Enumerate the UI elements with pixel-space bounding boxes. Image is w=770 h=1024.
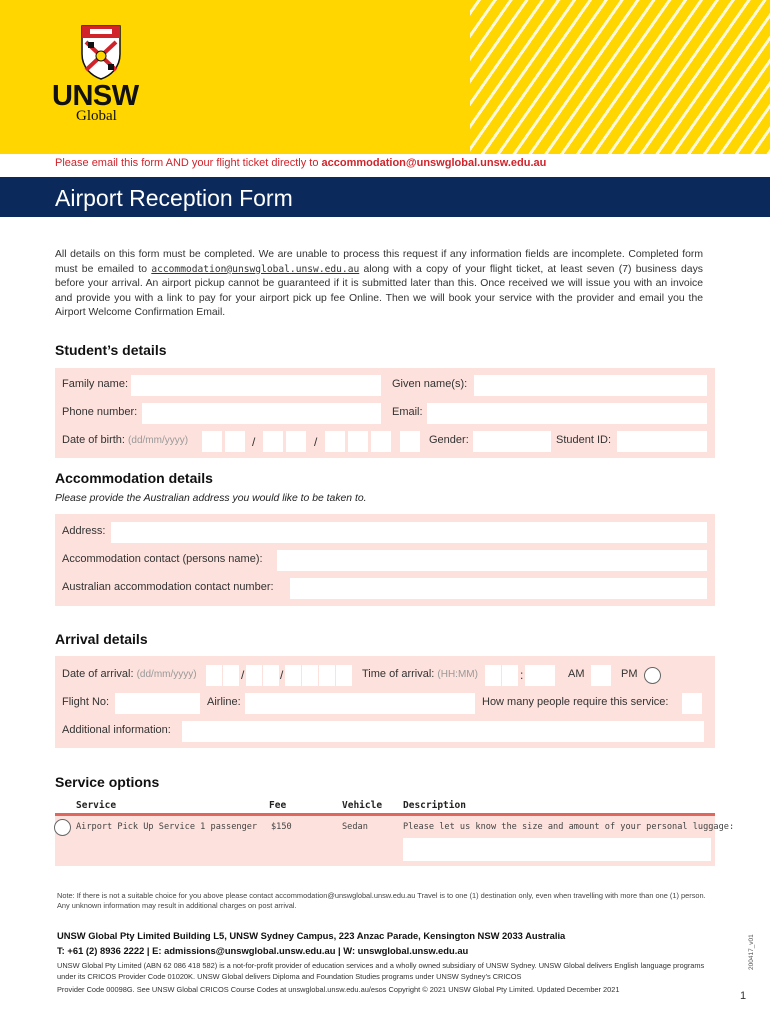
dob-label-text: Date of birth: <box>62 434 125 446</box>
arrival-time-separator: : <box>520 668 524 682</box>
page-number: 1 <box>740 990 747 1002</box>
arrival-date-separator: / <box>241 668 245 682</box>
arrival-day-1[interactable] <box>206 665 222 686</box>
arrival-date-text: Date of arrival: <box>62 668 134 680</box>
dob-separator: / <box>314 435 318 449</box>
airline-label: Airline: <box>207 696 241 708</box>
family-name-input[interactable] <box>131 375 381 396</box>
description-col-header: Description <box>403 800 466 811</box>
service-fee: $150 <box>271 822 292 832</box>
arrival-date-separator: / <box>280 668 284 682</box>
footnote: Note: If there is not a suitable choice for you above please contact accommodation@unswglobal.unsw.edu.au Travel is to one (1) destination only, even when travelling with more than one (1) person. Any unknown information may result in additional charges on post arrival. <box>57 891 706 910</box>
accommodation-panel <box>55 514 715 606</box>
notice-text: Please email this form AND your flight ticket directly to <box>55 157 322 169</box>
dob-hint: (dd/mm/yyyy) <box>128 435 189 446</box>
arrival-day-2[interactable] <box>223 665 239 686</box>
arrival-hour-2[interactable] <box>502 665 518 686</box>
arrival-year-4[interactable] <box>336 665 352 686</box>
service-section-heading: Service options <box>55 774 160 790</box>
form-code: 200417_v01 <box>748 934 755 970</box>
title-bar <box>0 177 770 217</box>
flight-label: Flight No: <box>62 696 110 708</box>
arrival-month-2[interactable] <box>263 665 279 686</box>
vehicle-col-header: Vehicle <box>342 800 383 811</box>
brand-subtitle: Global <box>76 108 117 124</box>
student-panel <box>55 368 715 458</box>
student-section-heading: Student’s details <box>55 342 167 358</box>
intro-paragraph <box>55 248 703 321</box>
arrival-time-label <box>362 668 478 680</box>
family-name-label: Family name: <box>62 378 129 390</box>
given-names-input[interactable] <box>474 375 707 396</box>
service-col-header: Service <box>76 800 117 811</box>
gender-input[interactable] <box>473 431 551 452</box>
people-label: How many people require this service: <box>482 696 669 708</box>
address-label: Address: <box>62 525 106 537</box>
dob-year-3[interactable] <box>371 431 391 452</box>
email-input[interactable] <box>427 403 707 424</box>
arrival-year-2[interactable] <box>302 665 318 686</box>
arrival-section-heading: Arrival details <box>55 631 148 647</box>
student-id-label: Student ID: <box>556 434 612 446</box>
am-label: AM <box>568 668 585 680</box>
dob-year-4[interactable] <box>400 431 420 452</box>
flight-input[interactable] <box>115 693 200 714</box>
intro-text-1: All details on this form must be completed. We are unable to process this request if any information fields are incomplete. Completed form must be emailed to <box>55 249 703 275</box>
address-input[interactable] <box>111 522 707 543</box>
gender-label: Gender: <box>429 434 469 446</box>
airline-input[interactable] <box>245 693 475 714</box>
intro-text-2: along with a copy of your flight ticket, at least seven (7) business days before your arrival. An airport pickup cannot be guaranteed if it is submitted later than this. Once received we will issue you with an invoice and provide you with a link to pay for your airport pick up fee Online. Then we will book your service with the provider and email you the Airport Welcome Confirmation Email. <box>55 263 703 319</box>
decorative-stripes <box>470 0 770 154</box>
unsw-crest-icon <box>80 24 122 80</box>
email-notice <box>55 157 546 169</box>
footer-legal-2: Provider Code 00098G. See UNSW Global CRICOS Course Codes at unswglobal.unsw.edu.au/esos Copyright © 2021 UNSW Global Pty Limited. Updated December 2021 <box>57 985 620 994</box>
email-label: Email: <box>392 406 423 418</box>
footer-address: UNSW Global Pty Limited Building L5, UNSW Sydney Campus, 223 Anzac Parade, Kensington NSW 2033 Australia <box>57 930 566 941</box>
arrival-month-1[interactable] <box>246 665 262 686</box>
luggage-input[interactable] <box>403 838 711 861</box>
arrival-year-3[interactable] <box>319 665 335 686</box>
accommodation-contact-label: Accommodation contact (persons name): <box>62 553 263 565</box>
given-names-label: Given name(s): <box>392 378 468 390</box>
pm-label: PM <box>621 668 638 680</box>
contact-number-label: Australian accommodation contact number: <box>62 581 274 593</box>
brand-name: UNSW <box>52 80 139 112</box>
notice-email-link[interactable]: accommodation@unswglobal.unsw.edu.au <box>321 157 547 169</box>
arrival-time-hint: (HH:MM) <box>437 669 478 680</box>
dob-month-1[interactable] <box>263 431 283 452</box>
am-checkbox[interactable] <box>591 665 611 686</box>
service-select-radio[interactable] <box>54 819 71 836</box>
dob-separator: / <box>252 435 256 449</box>
arrival-date-hint: (dd/mm/yyyy) <box>136 669 197 680</box>
dob-day-2[interactable] <box>225 431 245 452</box>
phone-input[interactable] <box>142 403 381 424</box>
accommodation-contact-input[interactable] <box>277 550 707 571</box>
student-id-input[interactable] <box>617 431 707 452</box>
contact-number-input[interactable] <box>290 578 707 599</box>
dob-label <box>62 434 188 446</box>
arrival-date-label <box>62 668 197 680</box>
arrival-minute-2[interactable] <box>539 665 555 686</box>
arrival-panel <box>55 656 715 748</box>
footer-contact: T: +61 (2) 8936 2222 | E: admissions@unswglobal.unsw.edu.au | W: unswglobal.unsw.edu.au <box>57 945 469 956</box>
additional-info-label: Additional information: <box>62 724 171 736</box>
accommodation-note: Please provide the Australian address you would like to be taken to. <box>55 493 367 504</box>
dob-month-2[interactable] <box>286 431 306 452</box>
header-divider <box>55 813 715 816</box>
arrival-hour-1[interactable] <box>485 665 501 686</box>
intro-email-link[interactable]: accommodation@unswglobal.unsw.edu.au <box>151 263 360 275</box>
arrival-year-1[interactable] <box>285 665 301 686</box>
accommodation-section-heading: Accommodation details <box>55 470 213 486</box>
people-input[interactable] <box>682 693 702 714</box>
service-description: Please let us know the size and amount of your personal luggage: <box>403 822 735 832</box>
hero-banner <box>0 0 770 154</box>
service-panel <box>55 796 735 866</box>
additional-info-input[interactable] <box>182 721 704 742</box>
dob-year-2[interactable] <box>348 431 368 452</box>
footer-legal: UNSW Global Pty Limited (ABN 62 086 418 582) is a not-for-profit provider of education services and a wholly owned subsidiary of UNSW Sydney. UNSW Global delivers English language programs under its CRICOS Provider Code 01020K. UNSW Global delivers Diploma and Foundation Studies programs under UNSW Sydney’s CRICOS <box>57 961 705 981</box>
phone-label: Phone number: <box>62 406 138 418</box>
arrival-time-text: Time of arrival: <box>362 668 435 680</box>
page-title: Airport Reception Form <box>55 185 293 211</box>
fee-col-header: Fee <box>269 800 287 811</box>
dob-day-1[interactable] <box>202 431 222 452</box>
pm-radio[interactable] <box>644 667 661 684</box>
dob-year-1[interactable] <box>325 431 345 452</box>
service-header-row <box>55 796 715 813</box>
service-name: Airport Pick Up Service 1 passenger <box>76 822 258 832</box>
service-vehicle: Sedan <box>342 822 368 832</box>
